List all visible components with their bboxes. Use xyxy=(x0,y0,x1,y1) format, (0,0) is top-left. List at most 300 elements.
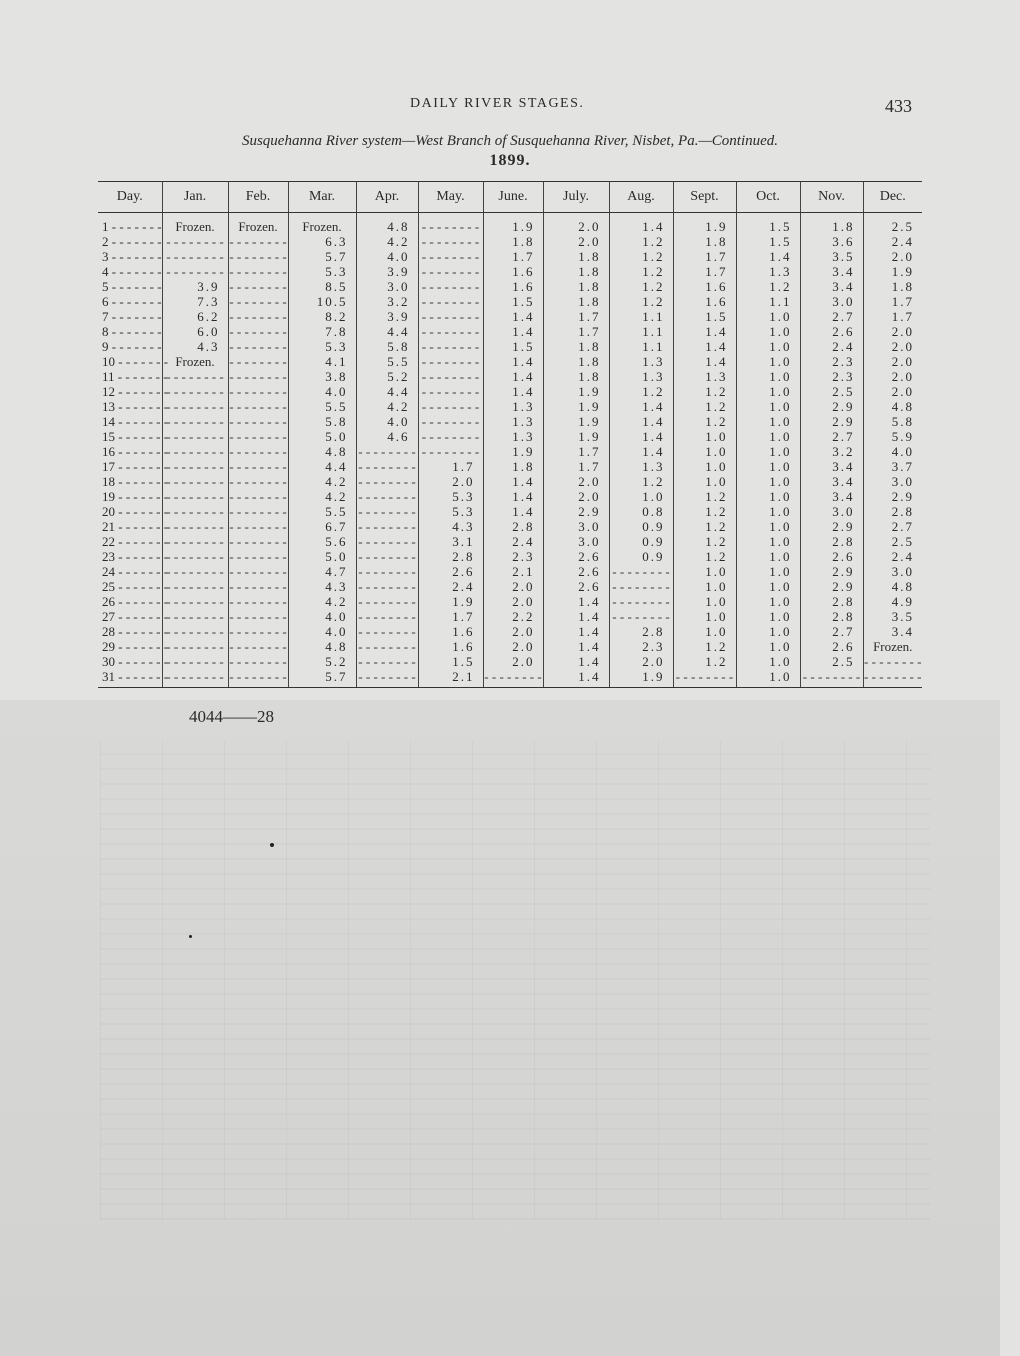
day-number: 12 - - - - - - - xyxy=(102,384,169,399)
empty-cell: - - - - - - - - xyxy=(356,519,418,534)
stage-value: 1.7 xyxy=(483,249,543,264)
stage-value: 1.0 xyxy=(736,489,800,504)
stage-value: 1.3 xyxy=(609,459,673,474)
empty-cell: - - - - - - - - xyxy=(229,309,287,324)
day-number: 25 - - - - - - - xyxy=(102,579,169,594)
empty-cell: - - - - - - - - xyxy=(356,474,418,489)
stage-value: 1.0 xyxy=(673,564,736,579)
table-row xyxy=(98,624,922,639)
stage-value: 4.0 xyxy=(288,609,356,624)
empty-cell: - - - - - - - - xyxy=(609,564,673,579)
empty-cell: - - - - - - - - xyxy=(418,294,483,309)
day-number: 29 - - - - - - - xyxy=(102,639,169,654)
stage-value: 4.6 xyxy=(356,429,418,444)
empty-cell: - - - - - - - - xyxy=(229,489,287,504)
table-row xyxy=(98,429,922,444)
day-number: 24 - - - - - - - xyxy=(102,564,169,579)
stage-value: 1.0 xyxy=(736,534,800,549)
column-header: Oct. xyxy=(736,182,800,213)
stage-value: 2.0 xyxy=(483,624,543,639)
stage-value: 4.0 xyxy=(288,384,356,399)
stage-value: 1.4 xyxy=(609,444,673,459)
empty-cell: - - - - - - - - xyxy=(229,264,287,279)
stage-value: 2.0 xyxy=(483,639,543,654)
day-number: 6 - - - - - - - xyxy=(102,294,162,309)
table-row xyxy=(98,369,922,384)
empty-cell: - - - - - - - - xyxy=(229,414,287,429)
empty-cell: - - - - - - - - xyxy=(483,669,543,688)
stage-value: 3.4 xyxy=(800,279,863,294)
column-header: Mar. xyxy=(288,182,356,213)
stage-value: 2.8 xyxy=(800,609,863,624)
day-number: 21 - - - - - - - xyxy=(102,519,169,534)
day-number: 30 - - - - - - - xyxy=(102,654,169,669)
empty-cell: - - - - - - - - xyxy=(418,384,483,399)
table-row xyxy=(98,399,922,414)
stage-value: 4.4 xyxy=(356,384,418,399)
stage-value: 2.9 xyxy=(863,489,922,504)
table-row xyxy=(98,294,922,309)
stage-value: 1.8 xyxy=(800,213,863,235)
stage-value: 1.0 xyxy=(609,489,673,504)
stage-value: 5.0 xyxy=(288,549,356,564)
stage-value: 1.4 xyxy=(609,429,673,444)
stage-value: 2.0 xyxy=(863,354,922,369)
dot-leader: - - - - - - - xyxy=(108,294,162,309)
empty-cell: - - - - - - - - xyxy=(162,414,228,429)
table-row xyxy=(98,279,922,294)
empty-cell: - - - - - - - - xyxy=(864,654,922,669)
stage-value: 2.6 xyxy=(543,579,609,594)
empty-cell: - - - - - - - - xyxy=(162,249,228,264)
stage-value: 1.0 xyxy=(673,594,736,609)
column-header: Sept. xyxy=(673,182,736,213)
empty-cell: - - - - - - - - xyxy=(229,399,287,414)
stage-value: 1.3 xyxy=(736,264,800,279)
dot-leader: - - - - - - - xyxy=(115,399,169,414)
day-number: 31 - - - - - - - xyxy=(98,669,162,688)
stage-value: 3.9 xyxy=(162,279,228,294)
empty-cell: - - - - - - - - xyxy=(356,609,418,624)
stage-value: 1.7 xyxy=(543,309,609,324)
stage-value: 2.3 xyxy=(483,549,543,564)
empty-cell: - - - - - - - - xyxy=(229,534,287,549)
stage-value: 2.8 xyxy=(483,519,543,534)
table-row xyxy=(98,384,922,399)
stage-value: 1.3 xyxy=(483,414,543,429)
stage-value: 1.0 xyxy=(673,624,736,639)
stage-value: 1.0 xyxy=(736,594,800,609)
stage-value: 4.9 xyxy=(863,594,922,609)
empty-cell: - - - - - - - - xyxy=(418,369,483,384)
table-header-row xyxy=(98,182,922,213)
empty-cell: - - - - - - - - xyxy=(229,519,287,534)
day-number: 11 - - - - - - - xyxy=(102,369,168,384)
stage-value: 2.4 xyxy=(863,549,922,564)
stage-value: 3.9 xyxy=(356,309,418,324)
stage-value: 1.8 xyxy=(543,249,609,264)
stage-value: 2.5 xyxy=(863,213,922,235)
empty-cell: - - - - - - - - xyxy=(418,354,483,369)
status-cell: Frozen. xyxy=(228,213,288,235)
stage-value: 2.6 xyxy=(543,549,609,564)
column-header: Apr. xyxy=(356,182,418,213)
day-number: 4 - - - - - - - xyxy=(102,264,162,279)
stage-value: 2.0 xyxy=(863,384,922,399)
stage-value: 0.9 xyxy=(609,534,673,549)
column-header: June. xyxy=(483,182,543,213)
dot-leader: - - - - - - - xyxy=(108,324,162,339)
day-number: 14 - - - - - - - xyxy=(102,414,169,429)
stage-value: 2.6 xyxy=(800,324,863,339)
bleed-through-table xyxy=(100,740,930,1220)
empty-cell: - - - - - - - - xyxy=(356,444,418,459)
stage-value: 5.2 xyxy=(356,369,418,384)
stage-value: 1.2 xyxy=(609,264,673,279)
day-number: 23 - - - - - - - xyxy=(102,549,169,564)
empty-cell: - - - - - - - - xyxy=(356,624,418,639)
stage-value: 2.9 xyxy=(800,579,863,594)
stage-value: 4.3 xyxy=(418,519,483,534)
status-cell: Frozen. xyxy=(288,213,356,235)
dot-leader: - - - - - - - xyxy=(108,234,162,249)
empty-cell: - - - - - - - - xyxy=(229,564,287,579)
stage-value: 6.7 xyxy=(288,519,356,534)
table-row xyxy=(98,639,922,654)
empty-cell: - - - - - - - - xyxy=(229,474,287,489)
day-number: 22 - - - - - - - xyxy=(102,534,169,549)
column-header: July. xyxy=(543,182,609,213)
ink-speck xyxy=(270,843,274,847)
day-number: 18 - - - - - - - xyxy=(102,474,169,489)
stage-value: 0.8 xyxy=(609,504,673,519)
empty-cell: - - - - - - - - xyxy=(229,354,287,369)
stage-value: 1.9 xyxy=(673,213,736,235)
stage-value: 1.2 xyxy=(736,279,800,294)
stage-value: 1.0 xyxy=(736,609,800,624)
stage-value: 1.7 xyxy=(543,444,609,459)
stage-value: 2.8 xyxy=(418,549,483,564)
stage-value: 1.4 xyxy=(609,399,673,414)
stage-value: 1.4 xyxy=(673,339,736,354)
stage-value: 2.9 xyxy=(800,564,863,579)
stage-value: 1.0 xyxy=(736,669,800,688)
empty-cell: - - - - - - - - xyxy=(162,429,228,444)
stage-value: 1.7 xyxy=(863,294,922,309)
dot-leader: - - - - - - - xyxy=(115,354,169,369)
table-row xyxy=(98,489,922,504)
stage-value: 2.0 xyxy=(863,249,922,264)
stage-value: 1.3 xyxy=(483,399,543,414)
stage-value: 1.4 xyxy=(673,324,736,339)
stage-value: 1.9 xyxy=(609,669,673,688)
dot-leader: - - - - - - - xyxy=(108,279,162,294)
stage-value: 1.4 xyxy=(543,654,609,669)
empty-cell: - - - - - - - - xyxy=(418,429,483,444)
empty-cell: - - - - - - - - xyxy=(162,639,228,654)
stage-value: 1.4 xyxy=(543,639,609,654)
stage-value: 1.4 xyxy=(483,504,543,519)
empty-cell: - - - - - - - - xyxy=(162,234,228,249)
stage-value: 2.4 xyxy=(863,234,922,249)
stage-value: 3.0 xyxy=(800,504,863,519)
stage-value: 1.0 xyxy=(736,384,800,399)
stage-value: 3.4 xyxy=(863,624,922,639)
stage-value: 4.2 xyxy=(288,489,356,504)
stage-value: 4.8 xyxy=(863,399,922,414)
stage-value: 2.0 xyxy=(609,654,673,669)
stage-value: 1.2 xyxy=(673,519,736,534)
column-header: Jan. xyxy=(162,182,228,213)
stage-value: 3.0 xyxy=(543,519,609,534)
table-row xyxy=(98,669,922,688)
status-cell: Frozen. xyxy=(863,639,922,654)
column-header: Feb. xyxy=(228,182,288,213)
stage-value: 1.8 xyxy=(543,369,609,384)
stage-value: 1.4 xyxy=(543,594,609,609)
empty-cell: - - - - - - - - xyxy=(162,459,228,474)
stage-value: 1.4 xyxy=(609,213,673,235)
stage-value: 6.0 xyxy=(162,324,228,339)
empty-cell: - - - - - - - - xyxy=(863,669,922,688)
empty-cell: - - - - - - - - xyxy=(229,429,287,444)
stage-value: 0.9 xyxy=(609,519,673,534)
empty-cell: - - - - - - - - xyxy=(356,579,418,594)
stage-value: 2.1 xyxy=(418,669,483,688)
stage-value: 1.4 xyxy=(609,414,673,429)
stage-value: 1.4 xyxy=(483,369,543,384)
stage-value: 1.0 xyxy=(736,459,800,474)
dot-leader: - - - - - - - xyxy=(115,549,169,564)
stage-value: 4.4 xyxy=(288,459,356,474)
stage-value: 3.1 xyxy=(418,534,483,549)
stage-value: 2.4 xyxy=(418,579,483,594)
stage-value: 1.8 xyxy=(543,294,609,309)
table-row xyxy=(98,474,922,489)
stage-value: 2.9 xyxy=(543,504,609,519)
stage-value: 4.7 xyxy=(288,564,356,579)
empty-cell: - - - - - - - - xyxy=(418,264,483,279)
stage-value: 1.0 xyxy=(673,444,736,459)
empty-cell: - - - - - - - - xyxy=(229,369,287,384)
stage-value: 5.7 xyxy=(288,249,356,264)
empty-cell: - - - - - - - - xyxy=(162,369,228,384)
day-number: 26 - - - - - - - xyxy=(102,594,169,609)
empty-cell: - - - - - - - - xyxy=(418,339,483,354)
dot-leader: - - - - - - - xyxy=(115,609,169,624)
stage-value: 1.2 xyxy=(609,294,673,309)
table-year: 1899. xyxy=(489,152,531,169)
stage-value: 1.3 xyxy=(609,369,673,384)
table-row xyxy=(98,504,922,519)
stage-value: 1.7 xyxy=(673,264,736,279)
stage-value: 4.0 xyxy=(356,414,418,429)
day-number: 13 - - - - - - - xyxy=(102,399,169,414)
empty-cell: - - - - - - - - xyxy=(162,489,228,504)
stage-value: 1.4 xyxy=(483,489,543,504)
stage-value: 1.6 xyxy=(483,264,543,279)
day-number: 2 - - - - - - - xyxy=(102,234,162,249)
empty-cell: - - - - - - - - xyxy=(229,549,287,564)
empty-cell: - - - - - - - - xyxy=(356,504,418,519)
stage-value: 5.3 xyxy=(418,489,483,504)
stage-value: 6.2 xyxy=(162,309,228,324)
empty-cell: - - - - - - - - xyxy=(162,474,228,489)
stage-value: 1.0 xyxy=(736,549,800,564)
dot-leader: - - - - - - - xyxy=(115,639,169,654)
table-row xyxy=(98,519,922,534)
dot-leader: - - - - - - - xyxy=(115,594,169,609)
stage-value: 3.4 xyxy=(800,489,863,504)
stage-value: 1.2 xyxy=(673,399,736,414)
empty-cell: - - - - - - - - xyxy=(162,264,228,279)
stage-value: 1.2 xyxy=(673,384,736,399)
stage-value: 4.2 xyxy=(356,234,418,249)
stage-value: 1.0 xyxy=(673,609,736,624)
dot-leader: - - - - - - - xyxy=(115,429,169,444)
table-row xyxy=(98,444,922,459)
stage-value: 2.0 xyxy=(483,579,543,594)
stage-value: 2.9 xyxy=(800,519,863,534)
stage-value: 4.3 xyxy=(162,339,228,354)
stage-value: 5.8 xyxy=(288,414,356,429)
stage-value: 1.3 xyxy=(483,429,543,444)
table-body xyxy=(98,213,922,688)
stage-value: 1.8 xyxy=(673,234,736,249)
stage-value: 1.3 xyxy=(609,354,673,369)
stage-value: 4.8 xyxy=(863,579,922,594)
stage-value: 1.2 xyxy=(609,234,673,249)
empty-cell: - - - - - - - - xyxy=(418,414,483,429)
stage-value: 1.5 xyxy=(418,654,483,669)
empty-cell: - - - - - - - - xyxy=(418,234,483,249)
stage-value: 1.5 xyxy=(736,234,800,249)
stage-value: 2.0 xyxy=(863,369,922,384)
stage-value: 5.5 xyxy=(288,399,356,414)
stage-value: 1.9 xyxy=(543,429,609,444)
empty-cell: - - - - - - - - xyxy=(418,444,483,459)
empty-cell: - - - - - - - - xyxy=(356,654,418,669)
empty-cell: - - - - - - - - xyxy=(229,639,287,654)
day-number: 16 - - - - - - - xyxy=(102,444,169,459)
stage-value: 5.8 xyxy=(356,339,418,354)
stage-value: 2.6 xyxy=(800,549,863,564)
stage-value: 1.6 xyxy=(483,279,543,294)
stage-value: 2.0 xyxy=(543,474,609,489)
table-row xyxy=(98,213,922,235)
table-row xyxy=(98,594,922,609)
stage-value: 1.6 xyxy=(673,279,736,294)
stage-value: 3.0 xyxy=(863,474,922,489)
stage-value: 2.2 xyxy=(483,609,543,624)
stage-value: 1.1 xyxy=(609,339,673,354)
stage-value: 3.4 xyxy=(800,459,863,474)
dot-leader: - - - - - - - xyxy=(115,504,169,519)
table-row xyxy=(98,339,922,354)
stage-value: 1.4 xyxy=(483,474,543,489)
stage-value: 1.0 xyxy=(736,369,800,384)
empty-cell: - - - - - - - - xyxy=(418,213,483,235)
stage-value: 1.0 xyxy=(736,624,800,639)
stage-value: 1.0 xyxy=(736,309,800,324)
dot-leader: - - - - - - - xyxy=(115,519,169,534)
stage-value: 1.0 xyxy=(736,324,800,339)
empty-cell: - - - - - - - - xyxy=(418,249,483,264)
empty-cell: - - - - - - - - xyxy=(418,309,483,324)
empty-cell: - - - - - - - - xyxy=(229,324,287,339)
empty-cell: - - - - - - - - xyxy=(609,579,673,594)
stage-value: 4.0 xyxy=(288,624,356,639)
stage-value: 3.0 xyxy=(356,279,418,294)
empty-cell: - - - - - - - - xyxy=(162,669,228,688)
stage-value: 1.0 xyxy=(736,519,800,534)
stage-value: 1.2 xyxy=(673,549,736,564)
running-head: DAILY RIVER STAGES. xyxy=(410,96,585,111)
empty-cell: - - - - - - - - xyxy=(162,549,228,564)
empty-cell: - - - - - - - - xyxy=(356,534,418,549)
stage-value: 4.4 xyxy=(356,324,418,339)
table-row xyxy=(98,309,922,324)
stage-value: 2.5 xyxy=(863,534,922,549)
stage-value: 1.4 xyxy=(673,354,736,369)
empty-cell: - - - - - - - - xyxy=(229,234,287,249)
stage-value: 3.0 xyxy=(543,534,609,549)
table-row xyxy=(98,324,922,339)
stage-value: 2.4 xyxy=(483,534,543,549)
empty-cell: - - - - - - - - xyxy=(162,534,228,549)
stage-value: 3.4 xyxy=(800,474,863,489)
stage-value: 4.8 xyxy=(288,444,356,459)
column-header: May. xyxy=(418,182,483,213)
dot-leader: - - - - - - - xyxy=(115,384,169,399)
stage-value: 5.2 xyxy=(288,654,356,669)
day-number: 27 - - - - - - - xyxy=(102,609,169,624)
stage-value: 1.7 xyxy=(418,459,483,474)
stage-value: 3.6 xyxy=(800,234,863,249)
stage-value: 1.9 xyxy=(418,594,483,609)
stage-value: 4.2 xyxy=(288,474,356,489)
stage-value: 2.0 xyxy=(863,324,922,339)
stage-value: 2.3 xyxy=(800,354,863,369)
stage-value: 3.4 xyxy=(800,264,863,279)
stage-value: 1.9 xyxy=(483,213,543,235)
empty-cell: - - - - - - - - xyxy=(609,609,673,624)
empty-cell: - - - - - - - - xyxy=(229,579,287,594)
table-row xyxy=(98,249,922,264)
stage-value: 1.2 xyxy=(673,639,736,654)
stage-value: 1.6 xyxy=(418,639,483,654)
stage-value: 4.2 xyxy=(356,399,418,414)
stage-value: 1.6 xyxy=(418,624,483,639)
stage-value: 1.2 xyxy=(609,279,673,294)
stage-value: 5.5 xyxy=(356,354,418,369)
day-number: 15 - - - - - - - xyxy=(102,429,169,444)
stage-value: 2.8 xyxy=(863,504,922,519)
day-number: 1 - - - - - - - xyxy=(102,219,162,234)
stage-value: 5.3 xyxy=(288,264,356,279)
stage-value: 1.4 xyxy=(483,384,543,399)
stage-value: 2.0 xyxy=(483,654,543,669)
stage-value: 1.6 xyxy=(673,294,736,309)
stage-value: 4.0 xyxy=(863,444,922,459)
table-row xyxy=(98,354,922,369)
stage-value: 3.2 xyxy=(800,444,863,459)
dot-leader: - - - - - - - xyxy=(115,654,169,669)
dot-leader: - - - - - - - xyxy=(115,624,169,639)
stage-value: 1.0 xyxy=(736,339,800,354)
stage-value: 1.8 xyxy=(863,279,922,294)
stage-value: 2.8 xyxy=(800,594,863,609)
